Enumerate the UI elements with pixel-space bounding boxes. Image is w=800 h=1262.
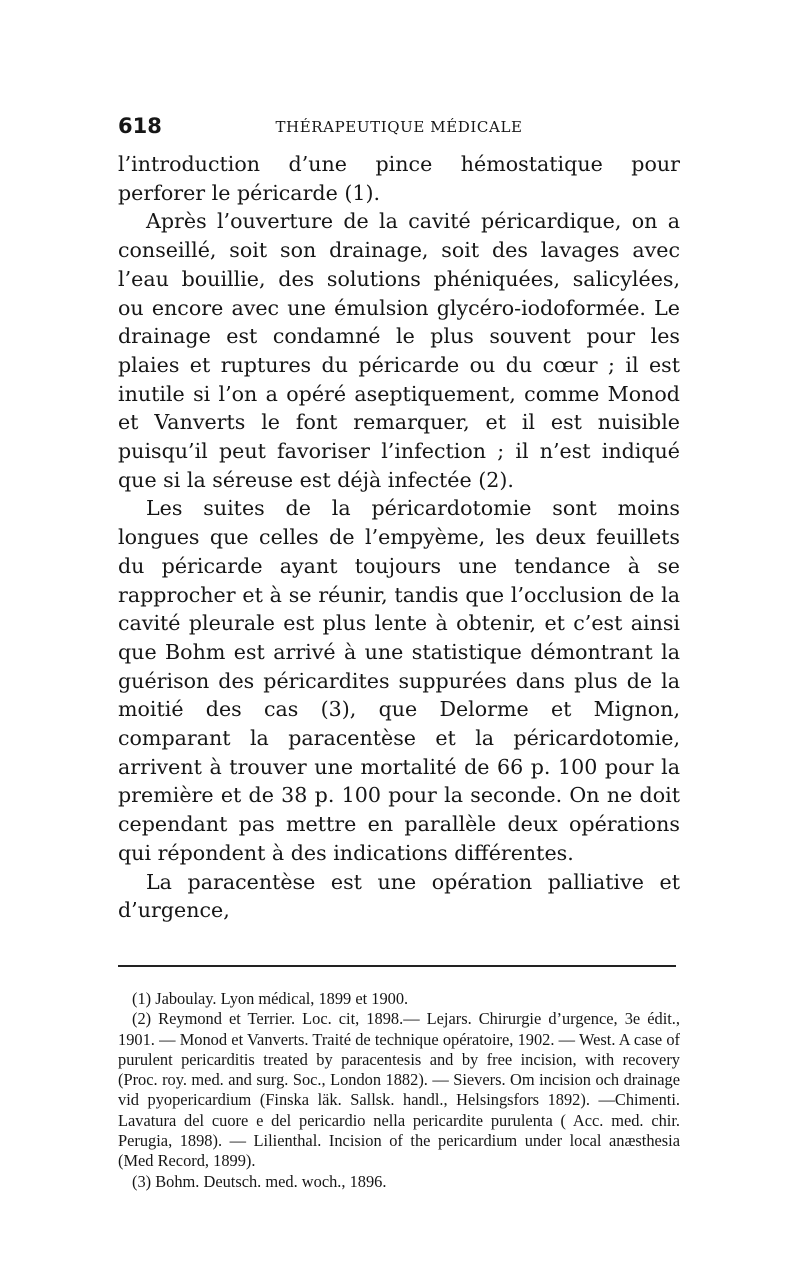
paragraph: Après l’ouverture de la cavité péricardique, on a conseillé, soit son drainage, soit des lavages avec l’eau bouillie, des solutions phéniquées, salicylées, ou encore avec une émulsion glycéro-iodoformée. Le drainage est condamné le plus souvent pour les plaies et ruptures du péricarde ou du cœur ; il est inutile si l’on a opéré aseptiquement, comme Monod et Vanverts le font remarquer, et il est nuisible puisqu’il peut favoriser l’infection ; il n’est indiqué que si la séreuse est déjà infectée (2). <box>118 209 680 492</box>
paragraph: Les suites de la péricardotomie sont moins longues que celles de l’empyème, les deux feuillets du péricarde ayant toujours une tendance à se rapprocher et à se réunir, tandis que l’occlusion de la cavité pleurale est plus lente à obtenir, et c’est ainsi que Bohm est arrivé à une statistique démontrant la guérison des péricardites suppurées dans plus de la moitié des cas (3), que Delorme et Mignon, comparant la paracentèse et la péricardotomie, arrivent à trouver une mortalité de 66 p. 100 pour la première et de 38 p. 100 pour la seconde. On ne doit cependant pas mettre en parallèle deux opérations qui répondent à des indications différentes. <box>118 496 680 865</box>
body-text <box>118 150 680 925</box>
footnote-separator <box>118 965 676 967</box>
paragraph-continued: l’introduction d’une pince hémostatique pour perforer le péricarde (1). <box>118 152 680 205</box>
running-title: THÉRAPEUTIQUE MÉDICALE <box>275 118 523 136</box>
running-head <box>118 110 680 144</box>
page-number: 618 <box>118 114 162 138</box>
footnotes <box>118 989 680 1192</box>
footnote-1: (1) Jaboulay. Lyon médical, 1899 et 1900. <box>132 988 409 1008</box>
footnote-3: (3) Bohm. Deutsch. med. woch., 1896. <box>132 1171 387 1191</box>
paragraph: La paracentèse est une opération palliative et d’urgence, <box>118 869 680 923</box>
document-page <box>118 110 680 1192</box>
footnote-2: (2) Reymond et Terrier. Loc. cit, 1898.— Lejars. Chirurgie d’urgence, 3e édit., 1901. — Monod et Vanverts. Traité de technique opératoire, 1902. — West. A case of purulent pericarditis treated by paracentesis and by free incision, with recovery (Proc. roy. med. and surg. Soc., London 1882). — Sievers. Om incision och drainage vid pyopericardium (Finska läk. Sallsk. handl., Helsingsfors 1892). —Chimenti. Lavatura del cuore e del pericardio nella pericardite purulenta ( Acc. med. chir. Perugia, 1898). — Lilienthal. Incision of the pericardium under local anæsthesia (Med Record, 1899). <box>118 1009 680 1171</box>
